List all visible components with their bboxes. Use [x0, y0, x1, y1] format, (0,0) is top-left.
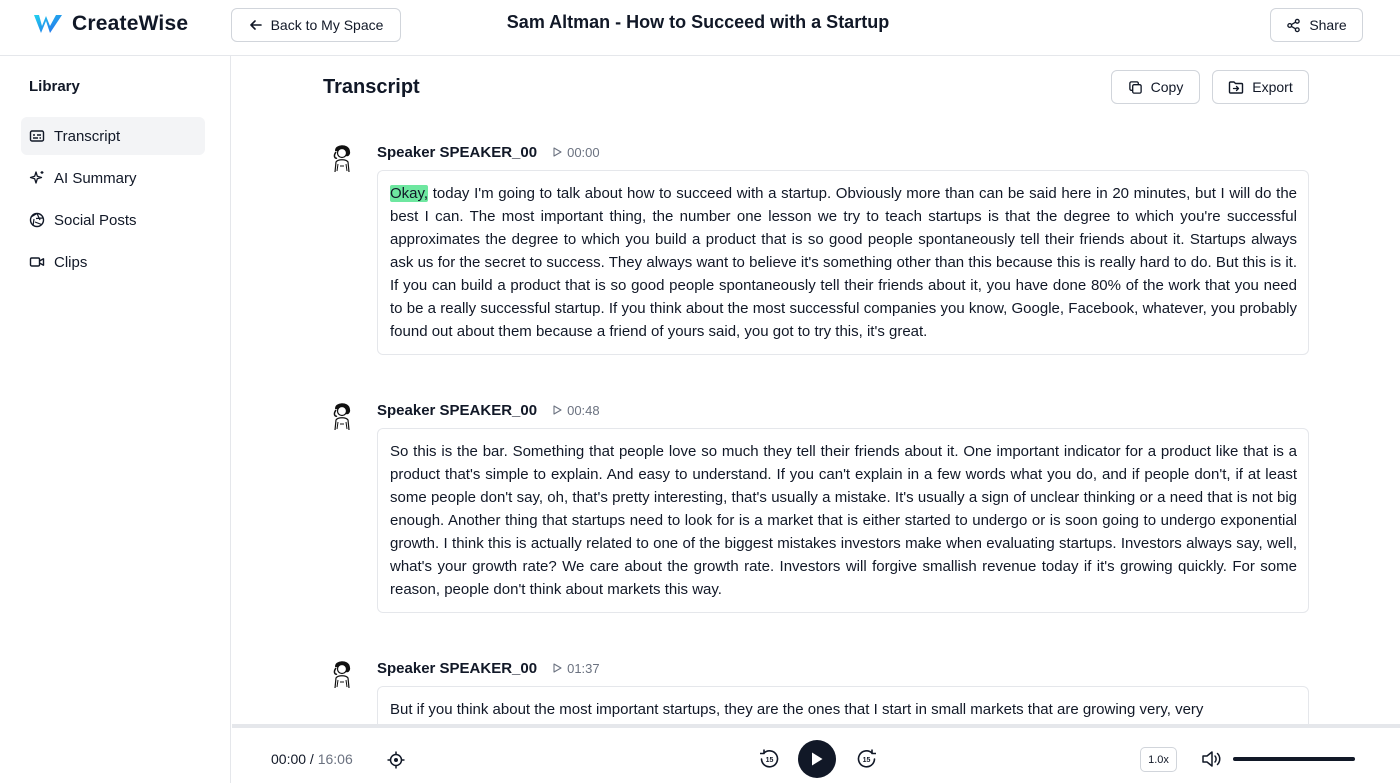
playback-speed-button[interactable]: 1.0x — [1140, 747, 1177, 772]
top-bar — [0, 0, 1400, 56]
timestamp-play-button[interactable] — [553, 403, 600, 418]
folder-export-icon — [1228, 80, 1244, 95]
sidebar-item-clips[interactable] — [21, 243, 205, 281]
rewind-15-icon — [758, 748, 780, 770]
speaker-avatar-icon — [328, 400, 356, 432]
volume-icon[interactable] — [1201, 749, 1223, 769]
speaker-avatar-icon — [328, 142, 356, 174]
segment-header — [377, 400, 600, 420]
volume-level — [1233, 757, 1355, 761]
timestamp-play-button[interactable] — [553, 145, 600, 160]
timestamp-play-button[interactable] — [553, 661, 600, 676]
share-button[interactable] — [1270, 8, 1363, 42]
section-title: Transcript — [323, 76, 420, 98]
sidebar-item-label: Clips — [54, 253, 88, 271]
export-button-label: Export — [1252, 79, 1293, 95]
segment-text[interactable] — [377, 428, 1309, 613]
segment-body: So this is the bar. Something that people love so much they tell their friends about it. One important indicator for a product like that is a product that's simple to explain. And easy to understand. If you can't explain in a few words what you do, and if people don't, if at least some people don't say, oh, that's pretty interesting, that's usually a mistake. It's usually a sign of unclear thinking or a need that is not big enough. Another thing that startups need to look for is a market that is either started to undergo or is soon going to undergo exponential growth. I think this is actually related to one of the biggest mistakes investors make when evaluating startups. Investors always say, well, what's your growth rate? We care about the growth rate. Investors will forgive smallish revenue today if it's growing quickly. For some reason, people don't think about markets this way. — [390, 443, 1297, 598]
sidebar-item-label: Transcript — [54, 127, 121, 145]
forward-seconds: 15 — [862, 757, 871, 765]
segment-text[interactable] — [377, 170, 1309, 355]
transcript-icon — [29, 128, 45, 144]
speaker-name: Speaker SPEAKER_00 — [377, 143, 538, 161]
play-outline-icon — [553, 663, 562, 673]
rewind-15-button[interactable] — [758, 748, 780, 770]
segment-body: But if you think about the most important startups, they are the ones that I start in small markets that are growing very, very — [390, 701, 1204, 718]
sidebar-nav — [21, 117, 205, 285]
play-button[interactable] — [798, 740, 836, 778]
export-button[interactable] — [1212, 70, 1309, 104]
copy-button-label: Copy — [1150, 79, 1184, 95]
highlighted-word: Okay, — [390, 185, 429, 202]
segment-header — [377, 142, 600, 162]
play-outline-icon — [553, 147, 562, 157]
rewind-seconds: 15 — [765, 757, 774, 765]
transcript-panel[interactable] — [232, 56, 1400, 724]
volume-slider[interactable] — [1233, 757, 1355, 761]
share-button-label: Share — [1309, 17, 1347, 33]
segment-text[interactable] — [377, 686, 1309, 724]
duration: 16:06 — [317, 751, 353, 767]
sidebar-title: Library — [29, 78, 80, 95]
sidebar-item-transcript[interactable] — [21, 117, 205, 155]
page-title: Sam Altman - How to Succeed with a Startup — [506, 12, 890, 32]
play-outline-icon — [553, 405, 562, 415]
sidebar-item-label: Social Posts — [54, 211, 137, 229]
forward-15-button[interactable] — [856, 748, 878, 770]
time-separator: / — [306, 751, 318, 767]
segment-header — [377, 658, 600, 678]
aperture-icon — [29, 212, 45, 228]
play-icon — [810, 751, 824, 767]
app-name: CreateWise — [72, 12, 189, 35]
timestamp: 01:37 — [567, 660, 600, 676]
locate-icon[interactable] — [386, 750, 406, 770]
timestamp: 00:00 — [567, 144, 600, 160]
sidebar-item-social-posts[interactable] — [21, 201, 205, 239]
sidebar — [0, 56, 231, 783]
sidebar-item-ai-summary[interactable] — [21, 159, 205, 197]
share-icon — [1286, 18, 1301, 33]
copy-button[interactable] — [1111, 70, 1200, 104]
time-display — [271, 751, 353, 767]
sidebar-item-label: AI Summary — [54, 169, 137, 187]
back-button-label: Back to My Space — [270, 17, 384, 33]
speaker-avatar-icon — [328, 658, 356, 690]
sparkles-icon — [29, 170, 45, 186]
current-time: 00:00 — [271, 751, 307, 767]
segment-body: today I'm going to talk about how to succeed with a startup. Obviously more than can be said here in 20 minutes, but I will do the best I can. The most important thing, the number one lesson we try to teach startups is that the degree to which you're successful approximates the degree to which you build a product that is so good people spontaneously tell their friends about it. Startups always ask us for the secret to success. They always want to believe it's something other than this because this is really hard to do. But this is it. If you can build a product that is so good people spontaneously tell their friends about it, you have done 80% of the work that you need to be a really successful startup. If you think about the most successful companies you know, Google, Facebook, whatever, you probably found out about them because a friend of yours said, you got to try this, it's great. — [390, 185, 1297, 340]
video-icon — [29, 254, 45, 270]
speaker-name: Speaker SPEAKER_00 — [377, 659, 538, 677]
timestamp: 00:48 — [567, 402, 600, 418]
speaker-name: Speaker SPEAKER_00 — [377, 401, 538, 419]
copy-icon — [1128, 80, 1143, 95]
audio-player — [232, 728, 1400, 783]
forward-15-icon — [856, 748, 878, 770]
